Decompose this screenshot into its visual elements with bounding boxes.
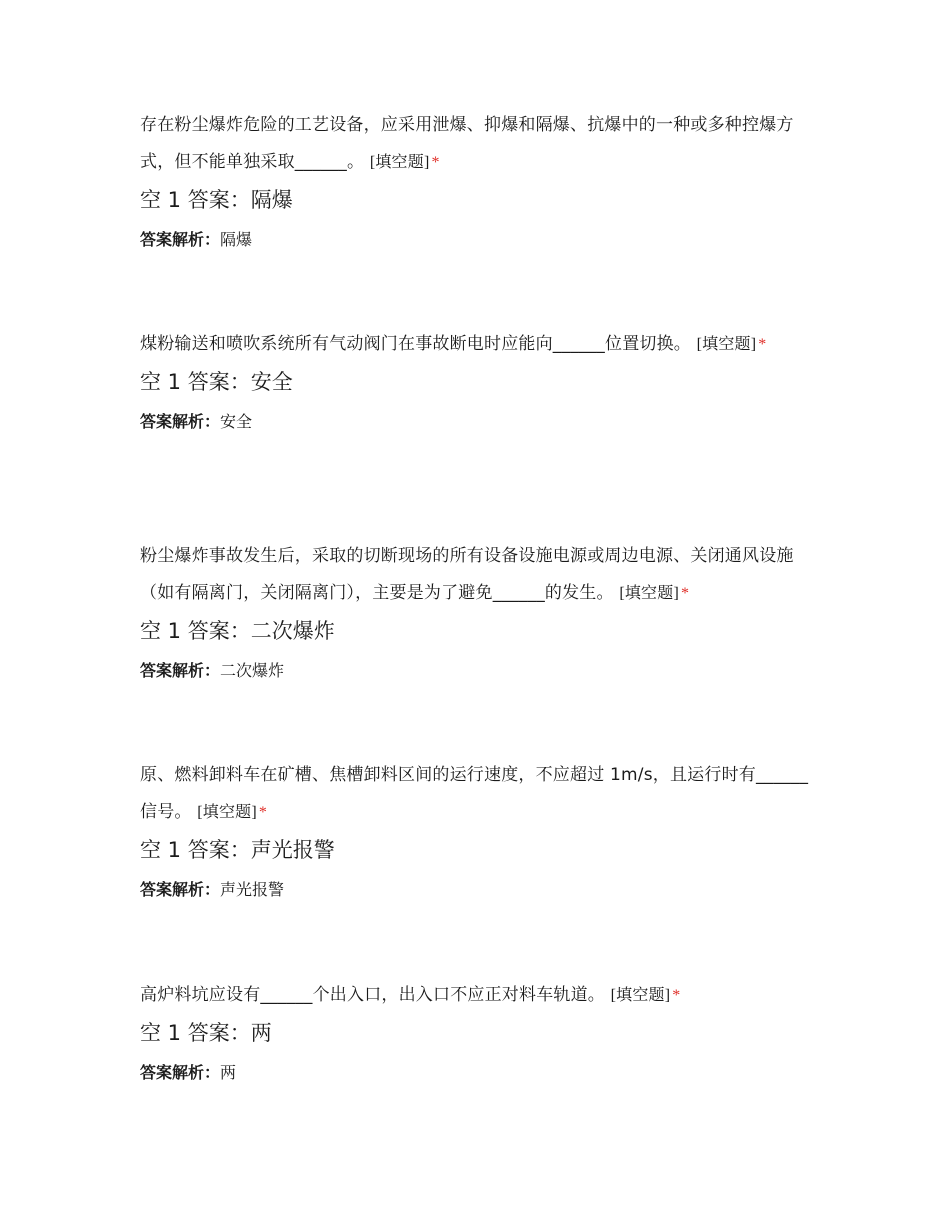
analysis-line bbox=[140, 225, 815, 255]
answer-label: 空 1 答案： bbox=[140, 619, 251, 643]
answer-line bbox=[140, 1018, 815, 1048]
question-text-block bbox=[140, 977, 815, 1014]
analysis-value: 安全 bbox=[220, 412, 253, 431]
required-mark: * bbox=[680, 585, 690, 602]
analysis-value: 两 bbox=[220, 1063, 237, 1082]
analysis-value: 二次爆炸 bbox=[220, 661, 285, 680]
question-type-tag: [填空题] bbox=[197, 804, 257, 821]
answer-label: 空 1 答案： bbox=[140, 838, 251, 862]
question-item bbox=[140, 538, 815, 686]
required-mark: * bbox=[258, 804, 268, 821]
question-item bbox=[140, 326, 815, 437]
answer-value: 两 bbox=[250, 1021, 272, 1045]
required-mark: * bbox=[758, 336, 767, 353]
analysis-label: 答案解析： bbox=[140, 880, 221, 899]
analysis-value: 隔爆 bbox=[220, 230, 253, 249]
answer-line bbox=[140, 616, 815, 646]
question-type-tag: [填空题] bbox=[696, 336, 757, 353]
question-type-tag: [填空题] bbox=[619, 585, 679, 602]
answer-label: 空 1 答案： bbox=[140, 1021, 251, 1045]
question-text-block bbox=[140, 757, 815, 831]
question-text: 存在粉尘爆炸危险的工艺设备，应采用泄爆、抑爆和隔爆、抗爆中的一种或多种控爆方式，但不能单独采取______。 bbox=[140, 115, 794, 172]
analysis-line bbox=[140, 1058, 815, 1088]
question-text-block bbox=[140, 326, 815, 363]
question-text: 高炉料坑应设有______个出入口，出入口不应正对料车轨道。 bbox=[140, 985, 605, 1005]
analysis-line bbox=[140, 656, 815, 686]
question-item bbox=[140, 757, 815, 905]
question-text: 煤粉输送和喷吹系统所有气动阀门在事故断电时应能向______位置切换。 bbox=[140, 334, 691, 354]
answer-label: 空 1 答案： bbox=[140, 188, 251, 212]
answer-line bbox=[140, 835, 815, 865]
answer-value: 隔爆 bbox=[250, 188, 293, 212]
analysis-line bbox=[140, 875, 815, 905]
answer-line bbox=[140, 367, 815, 397]
answer-line bbox=[140, 185, 815, 215]
analysis-value: 声光报警 bbox=[220, 880, 285, 899]
analysis-label: 答案解析： bbox=[140, 412, 221, 431]
question-text: 原、燃料卸料车在矿槽、焦槽卸料区间的运行速度，不应超过 1m/s，且运行时有______信号。 bbox=[140, 765, 809, 822]
answer-label: 空 1 答案： bbox=[140, 370, 251, 394]
required-mark: * bbox=[431, 154, 440, 171]
analysis-label: 答案解析： bbox=[140, 230, 221, 249]
answer-value: 声光报警 bbox=[250, 838, 335, 862]
question-type-tag: [填空题] bbox=[369, 154, 430, 171]
analysis-label: 答案解析： bbox=[140, 661, 221, 680]
answer-value: 安全 bbox=[250, 370, 293, 394]
question-item bbox=[140, 107, 815, 255]
question-text-block bbox=[140, 538, 815, 612]
analysis-label: 答案解析： bbox=[140, 1063, 221, 1082]
question-type-tag: [填空题] bbox=[610, 987, 671, 1004]
question-text: 粉尘爆炸事故发生后，采取的切断现场的所有设备设施电源或周边电源、关闭通风设施（如有隔离门，关闭隔离门），主要是为了避免______的发生。 bbox=[140, 546, 794, 603]
analysis-line bbox=[140, 407, 815, 437]
answer-value: 二次爆炸 bbox=[250, 619, 335, 643]
question-text-block bbox=[140, 107, 815, 181]
question-item bbox=[140, 977, 815, 1088]
required-mark: * bbox=[672, 987, 681, 1004]
